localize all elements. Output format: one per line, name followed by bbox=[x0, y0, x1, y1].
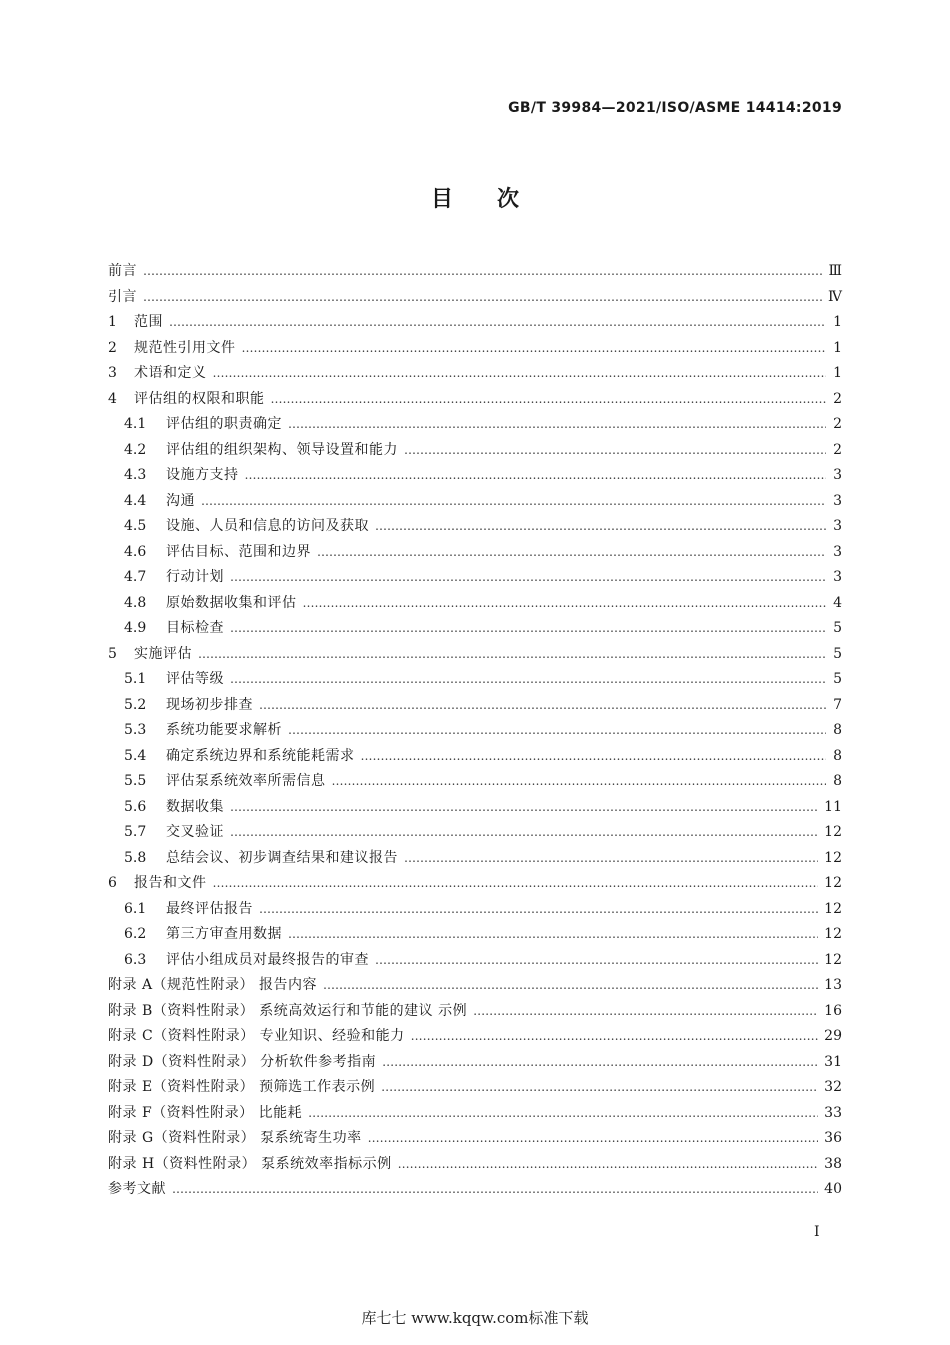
toc-entry-label: 总结会议、初步调查结果和建议报告 bbox=[166, 849, 398, 866]
toc-entry-page: 16 bbox=[824, 1002, 842, 1019]
toc-entry-page: 5 bbox=[833, 620, 842, 636]
toc-entry[interactable] bbox=[108, 1177, 842, 1203]
toc-leader-dots bbox=[242, 336, 827, 362]
toc-entry-page: 12 bbox=[824, 875, 842, 891]
toc-leader-dots bbox=[381, 1075, 818, 1101]
toc-entry-label: 实施评估 bbox=[134, 645, 192, 662]
toc-entry-label: 评估小组成员对最终报告的审查 bbox=[166, 951, 369, 968]
toc-entry-label: 评估组的职责确定 bbox=[166, 416, 282, 432]
toc-entry-page: 33 bbox=[824, 1104, 842, 1121]
toc-entry-page: Ⅳ bbox=[828, 288, 842, 305]
table-of-contents bbox=[108, 259, 842, 1203]
toc-entry-label: 评估组的权限和职能 bbox=[134, 390, 265, 407]
toc-entry[interactable] bbox=[108, 846, 842, 872]
toc-entry-label: 确定系统边界和系统能耗需求 bbox=[166, 747, 355, 764]
toc-entry-label: 引言 bbox=[108, 288, 137, 305]
toc-entry-page: 12 bbox=[824, 824, 842, 840]
toc-entry[interactable] bbox=[108, 616, 842, 642]
toc-entry[interactable] bbox=[108, 285, 842, 311]
toc-entry-label: 范围 bbox=[134, 314, 163, 330]
toc-entry-page: 32 bbox=[824, 1079, 842, 1095]
toc-leader-dots bbox=[201, 489, 826, 515]
toc-entry-page: 3 bbox=[833, 569, 842, 585]
toc-entry-number: 4.8 bbox=[124, 594, 147, 611]
toc-entry-number: 6.3 bbox=[124, 951, 147, 968]
toc-entry-label: 现场初步排查 bbox=[166, 696, 253, 713]
page-number: I bbox=[814, 1224, 820, 1240]
toc-entry-number: 5.3 bbox=[124, 722, 147, 738]
toc-entry-number: 5.8 bbox=[124, 849, 147, 866]
toc-entry-label: 附录 B（资料性附录） 系统高效运行和节能的建议 示例 bbox=[108, 1002, 468, 1019]
toc-entry-page: Ⅲ bbox=[828, 263, 842, 279]
toc-leader-dots bbox=[317, 540, 826, 566]
toc-entry-page: 5 bbox=[833, 645, 842, 662]
toc-entry[interactable] bbox=[108, 591, 842, 617]
toc-leader-dots bbox=[411, 1024, 819, 1050]
toc-leader-dots bbox=[230, 795, 818, 821]
toc-leader-dots bbox=[404, 438, 826, 464]
toc-entry-label: 附录 C（资料性附录） 专业知识、经验和能力 bbox=[108, 1028, 405, 1044]
toc-leader-dots bbox=[375, 948, 818, 974]
toc-entry-label: 评估泵系统效率所需信息 bbox=[166, 773, 326, 789]
toc-leader-dots bbox=[230, 565, 826, 591]
toc-entry-number: 3 bbox=[108, 365, 117, 381]
toc-entry-label: 附录 G（资料性附录） 泵系统寄生功率 bbox=[108, 1130, 362, 1146]
toc-entry-number: 4.4 bbox=[124, 492, 147, 509]
toc-entry-number: 4.9 bbox=[124, 620, 147, 636]
toc-entry-number: 4.2 bbox=[124, 441, 147, 458]
toc-entry[interactable] bbox=[108, 438, 842, 464]
toc-entry-page: 7 bbox=[833, 696, 842, 713]
toc-entry-page: 1 bbox=[833, 314, 842, 330]
toc-entry-page: 29 bbox=[824, 1028, 842, 1044]
toc-entry-label: 术语和定义 bbox=[134, 365, 207, 381]
toc-entry-page: 3 bbox=[833, 518, 842, 534]
toc-leader-dots bbox=[303, 591, 827, 617]
toc-entry-number: 4.3 bbox=[124, 467, 147, 483]
toc-entry-page: 31 bbox=[824, 1053, 842, 1070]
toc-entry-number: 5.5 bbox=[124, 773, 147, 789]
toc-entry-label: 前言 bbox=[108, 263, 137, 279]
toc-entry-label: 原始数据收集和评估 bbox=[166, 594, 297, 611]
toc-entry-label: 设施、人员和信息的访问及获取 bbox=[166, 518, 369, 534]
toc-leader-dots bbox=[288, 718, 826, 744]
toc-leader-dots bbox=[245, 463, 827, 489]
toc-entry-page: 8 bbox=[833, 747, 842, 764]
toc-entry-label: 目标检查 bbox=[166, 620, 224, 636]
toc-leader-dots bbox=[143, 259, 822, 285]
standard-code: GB/T 39984—2021/ISO/ASME 14414:2019 bbox=[508, 100, 842, 116]
toc-leader-dots bbox=[198, 642, 826, 668]
toc-entry-number: 6.2 bbox=[124, 926, 147, 942]
toc-leader-dots bbox=[169, 310, 826, 336]
toc-entry[interactable] bbox=[108, 387, 842, 413]
toc-entry-number: 5.4 bbox=[124, 747, 147, 764]
toc-entry-number: 5.1 bbox=[124, 671, 147, 687]
toc-entry-page: 38 bbox=[824, 1155, 842, 1172]
toc-entry-page: 8 bbox=[833, 773, 842, 789]
toc-entry[interactable] bbox=[108, 1050, 842, 1076]
toc-leader-dots bbox=[375, 514, 826, 540]
toc-entry-label: 交叉验证 bbox=[166, 824, 224, 840]
toc-entry-number: 6.1 bbox=[124, 900, 147, 917]
toc-entry[interactable] bbox=[108, 259, 842, 285]
toc-entry[interactable] bbox=[108, 336, 842, 362]
toc-entry-label: 参考文献 bbox=[108, 1181, 166, 1197]
toc-entry-label: 沟通 bbox=[166, 492, 195, 509]
toc-leader-dots bbox=[382, 1050, 818, 1076]
toc-entry[interactable] bbox=[108, 999, 842, 1025]
toc-entry[interactable] bbox=[108, 795, 842, 821]
toc-entry[interactable] bbox=[108, 565, 842, 591]
toc-entry[interactable] bbox=[108, 642, 842, 668]
page-title: 目次 bbox=[430, 187, 563, 212]
toc-entry-label: 评估目标、范围和边界 bbox=[166, 543, 311, 560]
toc-entry[interactable] bbox=[108, 871, 842, 897]
toc-leader-dots bbox=[259, 693, 826, 719]
toc-entry[interactable] bbox=[108, 463, 842, 489]
toc-entry-number: 5.6 bbox=[124, 798, 147, 815]
toc-leader-dots bbox=[288, 412, 826, 438]
toc-entry-label: 附录 D（资料性附录） 分析软件参考指南 bbox=[108, 1053, 377, 1070]
toc-entry-number: 5.7 bbox=[124, 824, 147, 840]
toc-entry-page: 1 bbox=[833, 339, 842, 356]
toc-entry-number: 5.2 bbox=[124, 696, 147, 713]
toc-entry-page: 40 bbox=[824, 1181, 842, 1197]
toc-entry-label: 第三方审查用数据 bbox=[166, 926, 282, 942]
toc-entry-page: 5 bbox=[833, 671, 842, 687]
toc-entry-number: 4.1 bbox=[124, 416, 147, 432]
toc-entry[interactable] bbox=[108, 412, 842, 438]
toc-entry-number: 4 bbox=[108, 390, 117, 407]
toc-entry[interactable] bbox=[108, 514, 842, 540]
toc-entry-label: 附录 A（规范性附录） 报告内容 bbox=[108, 977, 318, 993]
toc-entry-page: 13 bbox=[824, 977, 842, 993]
toc-leader-dots bbox=[308, 1101, 818, 1127]
toc-entry[interactable] bbox=[108, 973, 842, 999]
toc-entry-page: 36 bbox=[824, 1130, 842, 1146]
toc-leader-dots bbox=[230, 820, 818, 846]
toc-leader-dots bbox=[230, 616, 826, 642]
toc-entry-number: 6 bbox=[108, 875, 117, 891]
toc-entry-label: 设施方支持 bbox=[166, 467, 239, 483]
toc-entry[interactable] bbox=[108, 310, 842, 336]
toc-entry[interactable] bbox=[108, 718, 842, 744]
toc-entry-page: 2 bbox=[833, 441, 842, 458]
toc-entry-label: 报告和文件 bbox=[134, 875, 207, 891]
toc-entry[interactable] bbox=[108, 1152, 842, 1178]
toc-leader-dots bbox=[271, 387, 827, 413]
toc-entry-label: 最终评估报告 bbox=[166, 900, 253, 917]
toc-leader-dots bbox=[172, 1177, 818, 1203]
toc-entry-page: 3 bbox=[833, 492, 842, 509]
toc-leader-dots bbox=[323, 973, 818, 999]
toc-entry[interactable] bbox=[108, 820, 842, 846]
toc-entry[interactable] bbox=[108, 361, 842, 387]
toc-entry[interactable] bbox=[108, 1101, 842, 1127]
toc-leader-dots bbox=[143, 285, 822, 311]
toc-entry-label: 附录 H（资料性附录） 泵系统效率指标示例 bbox=[108, 1155, 392, 1172]
toc-entry[interactable] bbox=[108, 489, 842, 515]
toc-entry-number: 4.5 bbox=[124, 518, 147, 534]
toc-entry-page: 1 bbox=[833, 365, 842, 381]
toc-leader-dots bbox=[368, 1126, 819, 1152]
toc-entry-label: 行动计划 bbox=[166, 569, 224, 585]
toc-entry[interactable] bbox=[108, 948, 842, 974]
toc-entry-label: 评估组的组织架构、领导设置和能力 bbox=[166, 441, 398, 458]
toc-entry-page: 12 bbox=[824, 900, 842, 917]
toc-entry[interactable] bbox=[108, 769, 842, 795]
toc-entry-label: 系统功能要求解析 bbox=[166, 722, 282, 738]
toc-leader-dots bbox=[404, 846, 818, 872]
toc-entry-page: 2 bbox=[833, 390, 842, 407]
toc-entry-label: 评估等级 bbox=[166, 671, 224, 687]
toc-entry[interactable] bbox=[108, 540, 842, 566]
toc-entry-number: 2 bbox=[108, 339, 117, 356]
toc-entry-number: 4.7 bbox=[124, 569, 147, 585]
toc-leader-dots bbox=[332, 769, 827, 795]
toc-entry[interactable] bbox=[108, 744, 842, 770]
toc-entry[interactable] bbox=[108, 1075, 842, 1101]
toc-entry-number: 1 bbox=[108, 314, 117, 330]
toc-leader-dots bbox=[473, 999, 818, 1025]
toc-leader-dots bbox=[259, 897, 818, 923]
toc-entry-page: 3 bbox=[833, 543, 842, 560]
toc-entry-page: 12 bbox=[824, 849, 842, 866]
toc-entry-page: 12 bbox=[824, 926, 842, 942]
toc-entry-page: 11 bbox=[824, 798, 842, 815]
toc-entry-label: 数据收集 bbox=[166, 798, 224, 815]
toc-entry-label: 规范性引用文件 bbox=[134, 339, 236, 356]
toc-entry[interactable] bbox=[108, 693, 842, 719]
toc-entry-page: 8 bbox=[833, 722, 842, 738]
toc-entry-page: 3 bbox=[833, 467, 842, 483]
toc-entry-page: 4 bbox=[833, 594, 842, 611]
toc-entry-label: 附录 F（资料性附录） 比能耗 bbox=[108, 1104, 303, 1121]
watermark-text: 库七七 www.kqqw.com标准下载 bbox=[361, 1309, 589, 1327]
toc-entry-page: 12 bbox=[824, 951, 842, 968]
toc-leader-dots bbox=[213, 871, 819, 897]
toc-entry-page: 2 bbox=[833, 416, 842, 432]
toc-entry-number: 5 bbox=[108, 645, 117, 662]
toc-leader-dots bbox=[361, 744, 827, 770]
toc-leader-dots bbox=[398, 1152, 819, 1178]
toc-entry[interactable] bbox=[108, 1126, 842, 1152]
toc-leader-dots bbox=[213, 361, 827, 387]
toc-entry-number: 4.6 bbox=[124, 543, 147, 560]
toc-leader-dots bbox=[230, 667, 826, 693]
toc-entry[interactable] bbox=[108, 667, 842, 693]
toc-entry[interactable] bbox=[108, 922, 842, 948]
toc-entry-label: 附录 E（资料性附录） 预筛选工作表示例 bbox=[108, 1079, 376, 1095]
toc-entry[interactable] bbox=[108, 897, 842, 923]
toc-entry[interactable] bbox=[108, 1024, 842, 1050]
toc-leader-dots bbox=[288, 922, 818, 948]
